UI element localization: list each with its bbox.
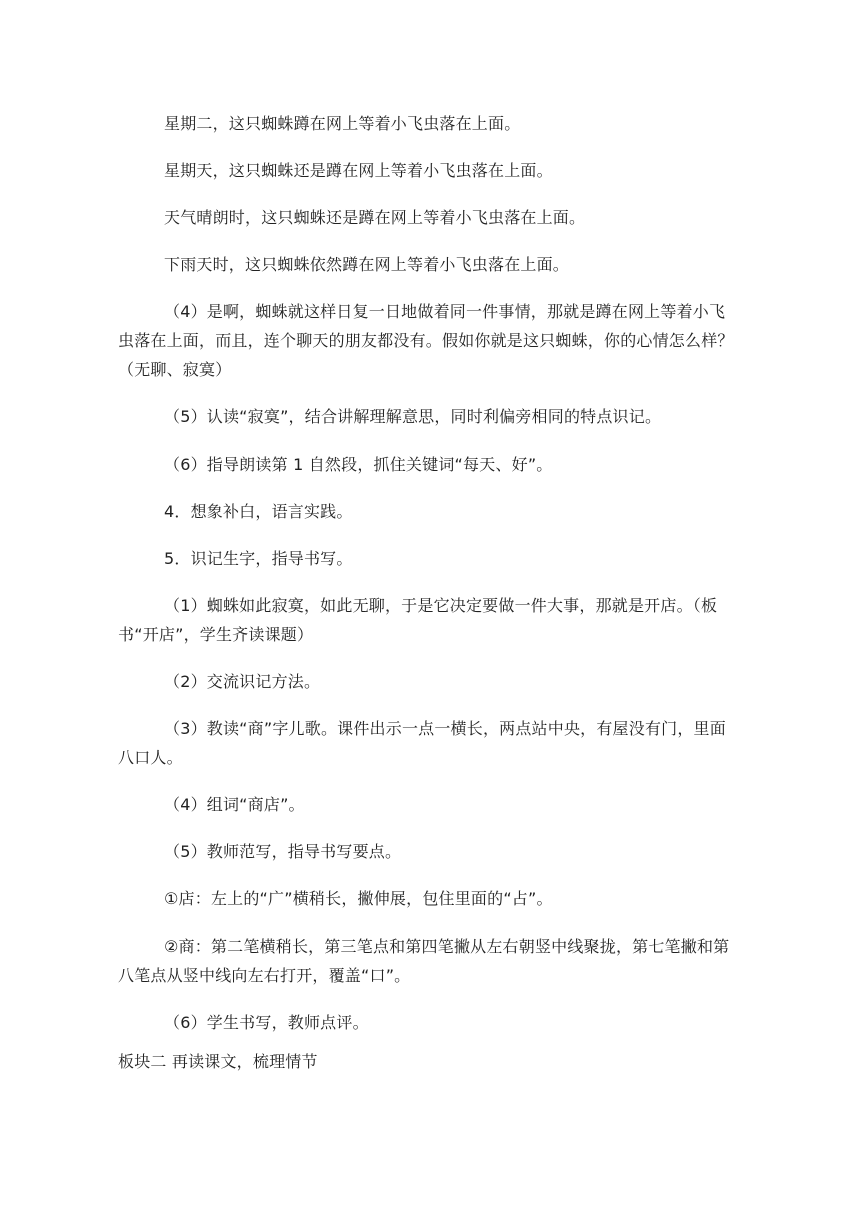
paragraph-step-6b: （6）学生书写，教师点评。 — [164, 1013, 369, 1032]
paragraph-step-1: （1）蜘蛛如此寂寞，如此无聊，于是它决定要做一件大事，那就是开店。（板书“开店”，学生齐读课题） — [118, 596, 718, 644]
heading-item-5: 5．识记生字，指导书写。 — [164, 549, 353, 568]
paragraph-writing-point-1: ①店：左上的“广”横稍长，撇伸展，包住里面的“占”。 — [164, 889, 553, 908]
paragraph-step-3: （3）教读“商”字儿歌。课件出示一点一横长，两点站中央，有屋没有门，里面八口人。 — [118, 719, 726, 767]
paragraph-tuesday: 星期二，这只蜘蛛蹲在网上等着小飞虫落在上面。 — [164, 114, 521, 133]
paragraph-step-5: （5）认读“寂寞”，结合讲解理解意思，同时利偏旁相同的特点识记。 — [164, 407, 662, 426]
paragraph-step-4b: （4）组词“商店”。 — [164, 795, 305, 814]
section-heading: 板块二 再读课文，梳理情节 — [118, 1052, 318, 1071]
paragraph-step-4: （4）是啊，蜘蛛就这样日复一日地做着同一件事情，那就是蹲在网上等着小飞虫落在上面，而且，连个聊天的朋友都没有。假如你就是这只蜘蛛，你的心情怎么样？（无聊、寂寞） — [118, 302, 734, 379]
paragraph-step-2: （2）交流识记方法。 — [164, 672, 321, 691]
paragraph-writing-point-2: ②商：第二笔横稍长，第三笔点和第四笔撇从左右朝竖中线聚拢，第七笔撇和第八笔点从竖中线向左右打开，覆盖“口”。 — [118, 937, 730, 985]
paragraph-step-5b: （5）教师范写，指导书写要点。 — [164, 842, 402, 861]
paragraph-rainy: 下雨天时，这只蜘蛛依然蹲在网上等着小飞虫落在上面。 — [164, 255, 570, 274]
heading-item-4: 4．想象补白，语言实践。 — [164, 502, 353, 521]
paragraph-step-6: （6）指导朗读第 1 自然段，抓住关键词“每天、好”。 — [164, 455, 553, 474]
paragraph-sunday: 星期天，这只蜘蛛还是蹲在网上等着小飞虫落在上面。 — [164, 161, 553, 180]
paragraph-sunny: 天气晴朗时，这只蜘蛛还是蹲在网上等着小飞虫落在上面。 — [164, 208, 586, 227]
